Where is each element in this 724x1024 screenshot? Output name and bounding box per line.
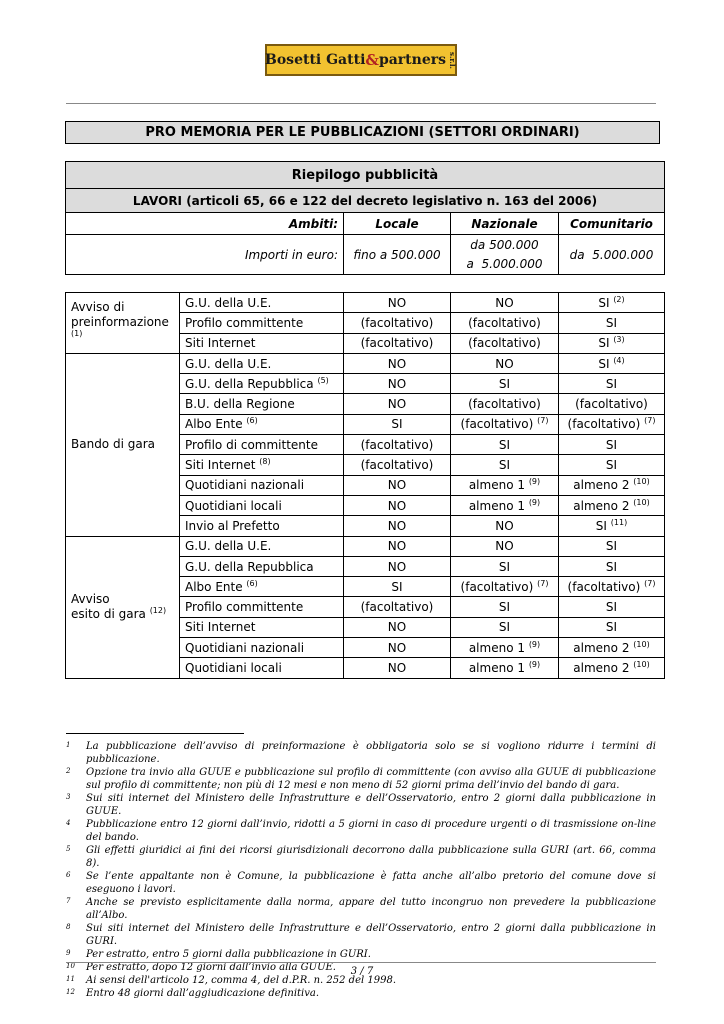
footnote-number: 5 [66, 845, 71, 853]
row-nazionale: NO [451, 293, 559, 313]
footnote-item [66, 740, 656, 766]
footnote-number: 9 [66, 949, 71, 957]
row-item: Invio al Prefetto [180, 516, 344, 536]
footnote-text: Pubblicazione entro 12 giorni dall’invio, ridotti a 5 giorni in caso di procedure urgenti o di trasmissione on-line del bando. [86, 819, 656, 843]
footnote-text: Opzione tra invio alla GUUE e pubblicazione sul profilo di committente (con avviso alla GUUE di pubblicazione sul profilo di committente; non più di 12 mesi e non meno di 52 giorni prima dell’invio del bando di gara. [86, 767, 656, 791]
footnote-item [66, 766, 656, 792]
row-locale: NO [344, 475, 451, 495]
column-comunitario: Comunitario [559, 213, 665, 235]
footnote-item [66, 870, 656, 896]
row-locale: (facoltativo) [344, 313, 451, 333]
page-number: 3 / 7 [350, 966, 374, 977]
nazionale-range: da 500.000 a 5.000.000 [451, 235, 559, 275]
footnote-item [66, 818, 656, 844]
row-item: G.U. della Repubblica $^{(5)}$ [180, 374, 344, 394]
publication-table [65, 292, 665, 679]
table-row [66, 293, 665, 313]
row-nazionale: (facoltativo) [451, 313, 559, 333]
group-label-preinfo: Avviso di preinformazione $^{(1)}$ [66, 293, 180, 354]
importi-label: Importi in euro: [66, 235, 344, 275]
row-locale: (facoltativo) [344, 455, 451, 475]
row-comunitario: SI $^{(11)}$ [559, 516, 665, 536]
company-logo [265, 44, 457, 76]
column-nazionale: Nazionale [451, 213, 559, 235]
page-title: PRO MEMORIA PER LE PUBBLICAZIONI (SETTORI ORDINARI) [65, 121, 660, 144]
footnote-item [66, 896, 656, 922]
row-nazionale: SI [451, 435, 559, 455]
row-item: Albo Ente $^{(6)}$ [180, 577, 344, 597]
logo-name-b: partners [378, 52, 446, 68]
footnote-rule [66, 733, 244, 734]
footnote-number: 8 [66, 923, 71, 931]
logo-name-a: Bosetti Gatti [265, 52, 366, 68]
row-item: B.U. della Regione [180, 394, 344, 414]
footnote-item [66, 922, 656, 948]
footnote-number: 10 [66, 962, 75, 970]
row-comunitario: almeno 2 $^{(10)}$ [559, 638, 665, 658]
row-nazionale: SI [451, 597, 559, 617]
row-locale: NO [344, 374, 451, 394]
row-comunitario: (facoltativo) [559, 394, 665, 414]
row-locale: NO [344, 293, 451, 313]
row-comunitario: SI $^{(3)}$ [559, 333, 665, 353]
row-item: Siti Internet [180, 333, 344, 353]
row-nazionale: NO [451, 516, 559, 536]
footnote-text: Se l’ente appaltante non è Comune, la pubblicazione è fatta anche all’albo pretorio del comune dove si eseguono i lavori. [86, 871, 656, 895]
row-item: Albo Ente $^{(6)}$ [180, 414, 344, 434]
row-item: Profilo di committente [180, 435, 344, 455]
footnote-number: 7 [66, 897, 71, 905]
row-nazionale: SI [451, 556, 559, 576]
row-nazionale: SI [451, 617, 559, 637]
footnote-text: Sui siti internet del Ministero delle Infrastrutture e dell’Osservatorio, entro 2 giorni dalla pubblicazione in GUUE. [86, 793, 656, 817]
footnote-number: 1 [66, 741, 71, 749]
row-comunitario: SI [559, 556, 665, 576]
row-locale: NO [344, 353, 451, 373]
row-locale: NO [344, 394, 451, 414]
row-nazionale: SI [451, 374, 559, 394]
row-locale: (facoltativo) [344, 435, 451, 455]
table-row [66, 353, 665, 373]
header-divider [66, 103, 656, 104]
row-item: Quotidiani nazionali [180, 475, 344, 495]
footnote-text: Anche se previsto esplicitamente dalla norma, appare del tutto incongruo non prevedere la pubblicazione all’Albo. [86, 897, 656, 921]
row-comunitario: (facoltativo) $^{(7)}$ [559, 577, 665, 597]
footnote-number: 2 [66, 767, 71, 775]
comunitario-range: da 5.000.000 [559, 235, 665, 275]
table-row [66, 536, 665, 556]
group-label-esito: Avviso esito di gara $^{(12)}$ [66, 536, 180, 678]
footnote-item [66, 987, 656, 1000]
row-comunitario: (facoltativo) $^{(7)}$ [559, 414, 665, 434]
row-locale: NO [344, 536, 451, 556]
row-nazionale: almeno 1 $^{(9)}$ [451, 658, 559, 678]
row-comunitario: SI $^{(2)}$ [559, 293, 665, 313]
footnote-text: Per estratto, entro 5 giorni dalla pubblicazione in GURI. [86, 949, 371, 960]
logo-ampersand: & [365, 51, 379, 69]
row-nazionale: (facoltativo) $^{(7)}$ [451, 577, 559, 597]
row-nazionale: almeno 1 $^{(9)}$ [451, 475, 559, 495]
row-item: Siti Internet $^{(8)}$ [180, 455, 344, 475]
row-nazionale: SI [451, 455, 559, 475]
row-locale: NO [344, 638, 451, 658]
row-locale: NO [344, 617, 451, 637]
footer-divider [66, 962, 656, 963]
row-item: Quotidiani locali [180, 495, 344, 515]
row-locale: SI [344, 577, 451, 597]
row-locale: NO [344, 516, 451, 536]
logo-suffix: s.r.l. [447, 51, 457, 69]
footnote-number: 3 [66, 793, 71, 801]
summary-table [65, 161, 665, 275]
footnote-item [66, 844, 656, 870]
row-item: Siti Internet [180, 617, 344, 637]
footnote-text: Gli effetti giuridici ai fini dei ricorsi giurisdizionali decorrono dalla pubblicazione sulla GURI (art. 66, comma 8). [86, 845, 656, 869]
footnote-number: 6 [66, 871, 71, 879]
locale-range: fino a 500.000 [344, 235, 451, 275]
row-comunitario: SI [559, 536, 665, 556]
footnote-item [66, 948, 656, 961]
footnote-number: 4 [66, 819, 71, 827]
row-locale: (facoltativo) [344, 597, 451, 617]
row-comunitario: almeno 2 $^{(10)}$ [559, 495, 665, 515]
row-comunitario: SI [559, 597, 665, 617]
row-nazionale: (facoltativo) [451, 333, 559, 353]
row-item: Quotidiani locali [180, 658, 344, 678]
row-comunitario: SI [559, 435, 665, 455]
row-comunitario: SI [559, 617, 665, 637]
row-comunitario: almeno 2 $^{(10)}$ [559, 658, 665, 678]
row-comunitario: almeno 2 $^{(10)}$ [559, 475, 665, 495]
footnote-number: 12 [66, 988, 75, 996]
row-comunitario: SI $^{(4)}$ [559, 353, 665, 373]
footnote-text: Ai sensi dell'articolo 12, comma 4, del d.P.R. n. 252 del 1998. [86, 975, 396, 986]
row-item: G.U. della U.E. [180, 293, 344, 313]
summary-subheading: LAVORI (articoli 65, 66 e 122 del decreto legislativo n. 163 del 2006) [66, 189, 665, 213]
row-comunitario: SI [559, 313, 665, 333]
row-comunitario: SI [559, 374, 665, 394]
row-item: G.U. della U.E. [180, 353, 344, 373]
column-locale: Locale [344, 213, 451, 235]
row-locale: (facoltativo) [344, 333, 451, 353]
row-item: Quotidiani nazionali [180, 638, 344, 658]
group-label-bando: Bando di gara [66, 353, 180, 536]
row-item: G.U. della Repubblica [180, 556, 344, 576]
row-locale: NO [344, 495, 451, 515]
row-nazionale: almeno 1 $^{(9)}$ [451, 495, 559, 515]
row-locale: NO [344, 658, 451, 678]
footnote-number: 11 [66, 975, 75, 983]
footnote-text: Entro 48 giorni dall’aggiudicazione definitiva. [86, 988, 320, 999]
row-item: Profilo committente [180, 597, 344, 617]
footnote-text: La pubblicazione dell’avviso di preinformazione è obbligatoria solo se si vogliono ridurre i termini di pubblicazione. [86, 741, 656, 765]
footnote-text: Sui siti internet del Ministero delle Infrastrutture e dell’Osservatorio, entro 2 giorni dalla pubblicazione in GURI. [86, 923, 656, 947]
row-item: Profilo committente [180, 313, 344, 333]
footnotes [66, 740, 656, 1000]
row-locale: NO [344, 556, 451, 576]
ambiti-label: Ambiti: [66, 213, 344, 235]
row-nazionale: NO [451, 353, 559, 373]
row-nazionale: (facoltativo) $^{(7)}$ [451, 414, 559, 434]
row-nazionale: almeno 1 $^{(9)}$ [451, 638, 559, 658]
row-comunitario: SI [559, 455, 665, 475]
row-nazionale: NO [451, 536, 559, 556]
footnote-text: Per estratto, dopo 12 giorni dall’invio alla GUUE. [86, 962, 336, 973]
summary-heading: Riepilogo pubblicità [66, 162, 665, 189]
row-locale: SI [344, 414, 451, 434]
row-nazionale: (facoltativo) [451, 394, 559, 414]
row-item: G.U. della U.E. [180, 536, 344, 556]
footnote-item [66, 792, 656, 818]
